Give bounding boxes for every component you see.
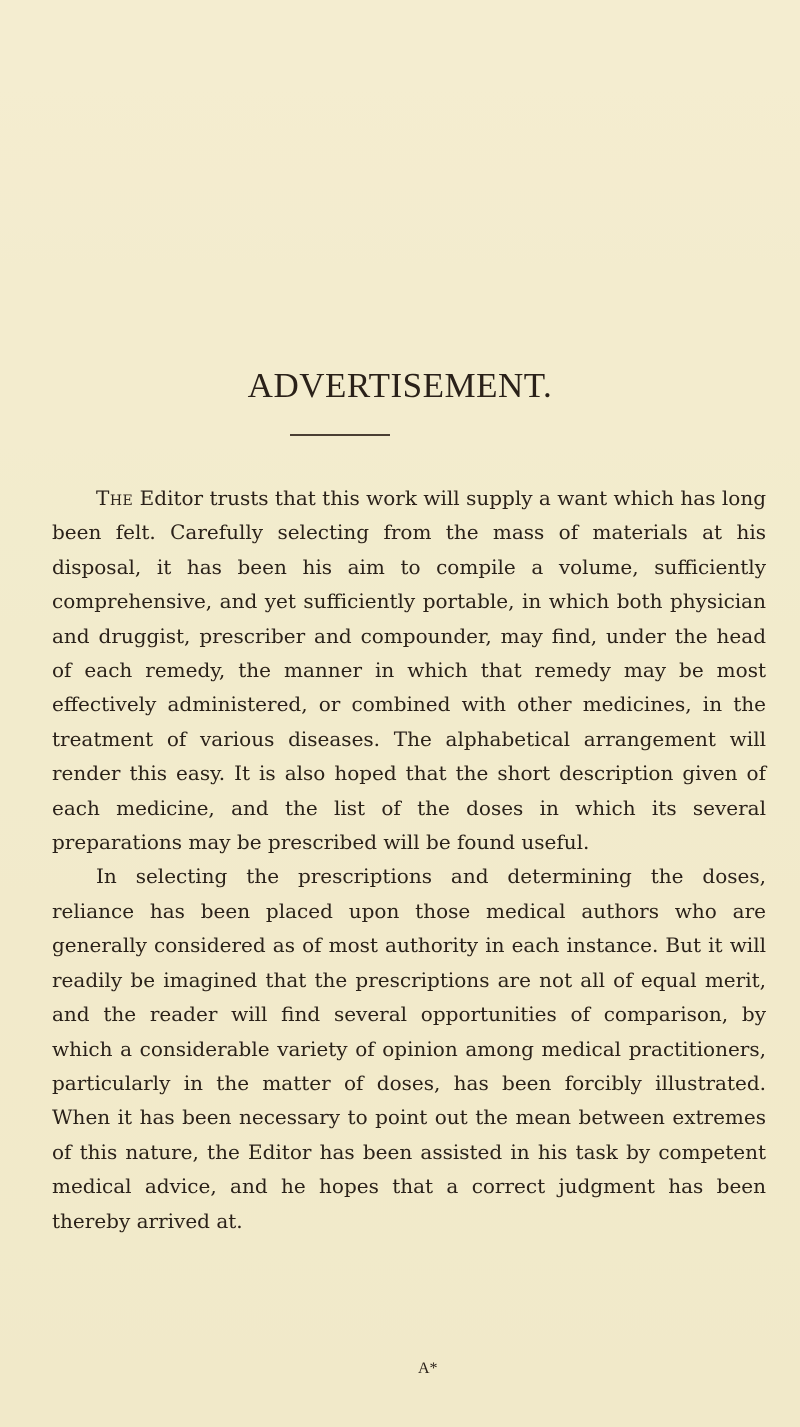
paragraph-1 <box>52 481 766 859</box>
body-text <box>52 481 766 1238</box>
paragraph-text: Editor trusts that this work will supply a want which has long been felt. Carefully selecting from the mass of materials at his disposal, it has been his aim to compile a volume, sufficiently comprehensive, and yet sufficiently portable, in which both physician and druggist, prescriber and compounder, may find, under the head of each remedy, the manner in which that remedy may be most effectively administered, or combined with other medicines, in the treatment of various diseases. The alphabetical arrangement will render this easy. It is also hoped that the short description given of each medicine, and the list of the doses in which its several preparations may be prescribed will be found useful. <box>52 486 766 855</box>
paragraph-2 <box>52 859 766 1237</box>
page-title: ADVERTISEMENT. <box>247 366 553 405</box>
paragraph-text: In selecting the prescriptions and determining the doses, reliance has been placed upon those medical authors who are generally considered as of most authority in each instance. But it will readily be imagined that the prescriptions are not all of equal merit, and the reader will find several opportunities of comparison, by which a considerable variety of opinion among medical practitioners, particularly in the matter of doses, has been forcibly illustrated. When it has been necessary to point out the mean between extremes of this nature, the Editor has been assisted in his task by competent medical advice, and he hopes that a correct judgment has been thereby arrived at. <box>52 864 766 1233</box>
signature-mark: A* <box>418 1360 438 1377</box>
title-rule <box>290 434 390 436</box>
paragraph-lead-word: The <box>96 486 134 510</box>
